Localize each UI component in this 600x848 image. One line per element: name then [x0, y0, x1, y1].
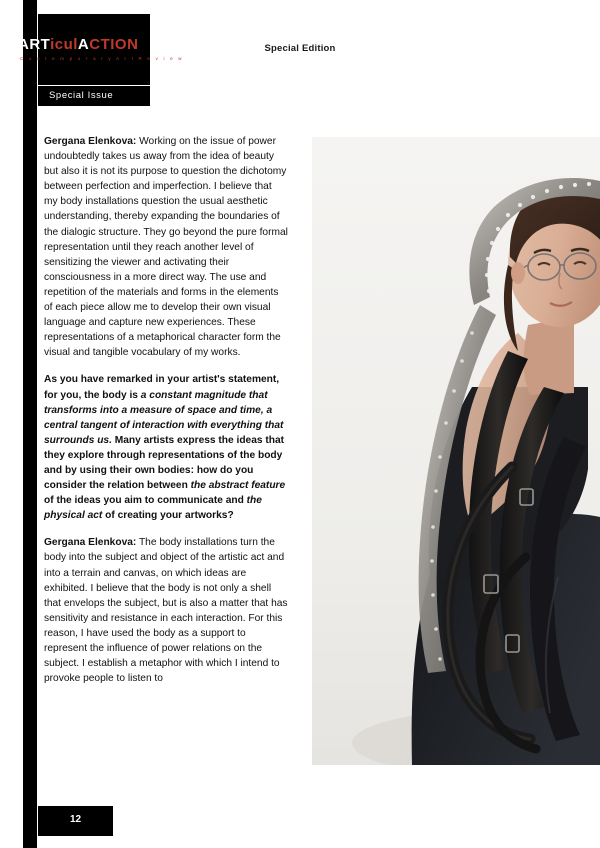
question-segment-5: of the ideas you aim to communicate and — [44, 495, 247, 507]
question-segment-7: of creating your artworks? — [102, 510, 234, 522]
article-text-column — [44, 134, 288, 686]
question-segment-1: As you have remarked in your artist's statement, for you, the body is — [44, 374, 280, 401]
question-segment-3: Many artists express the ideas that they explore through representations of the body and by using their own bodies: how do you consider the relation between — [44, 434, 285, 492]
paragraph-answer-1 — [44, 134, 288, 360]
header-edition-label: Special Edition — [264, 43, 336, 54]
logo-part-icul: icul — [50, 36, 78, 53]
page-header — [0, 0, 600, 110]
logo-part-art: ART — [18, 36, 51, 53]
logo-divider — [38, 85, 150, 86]
special-issue-tab: Special Issue — [41, 88, 121, 104]
paragraph-question — [44, 372, 288, 523]
speaker-name: Gergana Elenkova: — [44, 537, 137, 549]
question-segment-2-italic: a constant magnitude that transforms into a measure of space and time, a central tangent of interaction with everything that surrounds us. — [44, 389, 284, 446]
page-number: 12 — [69, 814, 82, 825]
paragraph-body: The body installations turn the body into the subject and object of the artistic act and into a terrain and canvas, on which ideas are exhibited. I believe that the body is not only a shell that envelops the subject, but is also a matter that has sensitivity and resistance in each interaction. For this reason, I have used the body as a support to represent the influence of power relations on the subject. I establish a metaphor with which I intend to provoke people to listen to — [44, 537, 288, 685]
paragraph-body: Working on the issue of power undoubtedly takes us away from the idea of beauty but also it is not its purpose to question the dichotomy between perfection and imperfection. I believe that my body installations question the usual aesthetic understanding, thereby expanding the boundaries of the dialogic structure. They go beyond the pure formal representation until they reach another level of sensitizing the viewer and activating their consciousness in a more direct way. The use and repetition of the materials and forms in the elements of each piece allow me to develop their own visual language and capture new experiences. These representations of a metaphorical character form the visual and tangible vocabulary of my works. — [44, 136, 288, 359]
photo-illustration — [312, 137, 600, 765]
speaker-name: Gergana Elenkova: — [44, 136, 137, 147]
logo-tagline: C o n t e m p o r a r y A r t R e v i e w — [20, 56, 184, 61]
left-edge-bar — [23, 0, 37, 848]
paragraph-answer-2 — [44, 535, 288, 686]
question-segment-6-italic: the physical act — [44, 495, 262, 522]
logo-part-ction: CTION — [89, 36, 139, 53]
article-photo — [312, 137, 600, 765]
logo-part-a: A — [77, 36, 90, 53]
question-segment-4-italic: the abstract feature — [190, 480, 286, 492]
